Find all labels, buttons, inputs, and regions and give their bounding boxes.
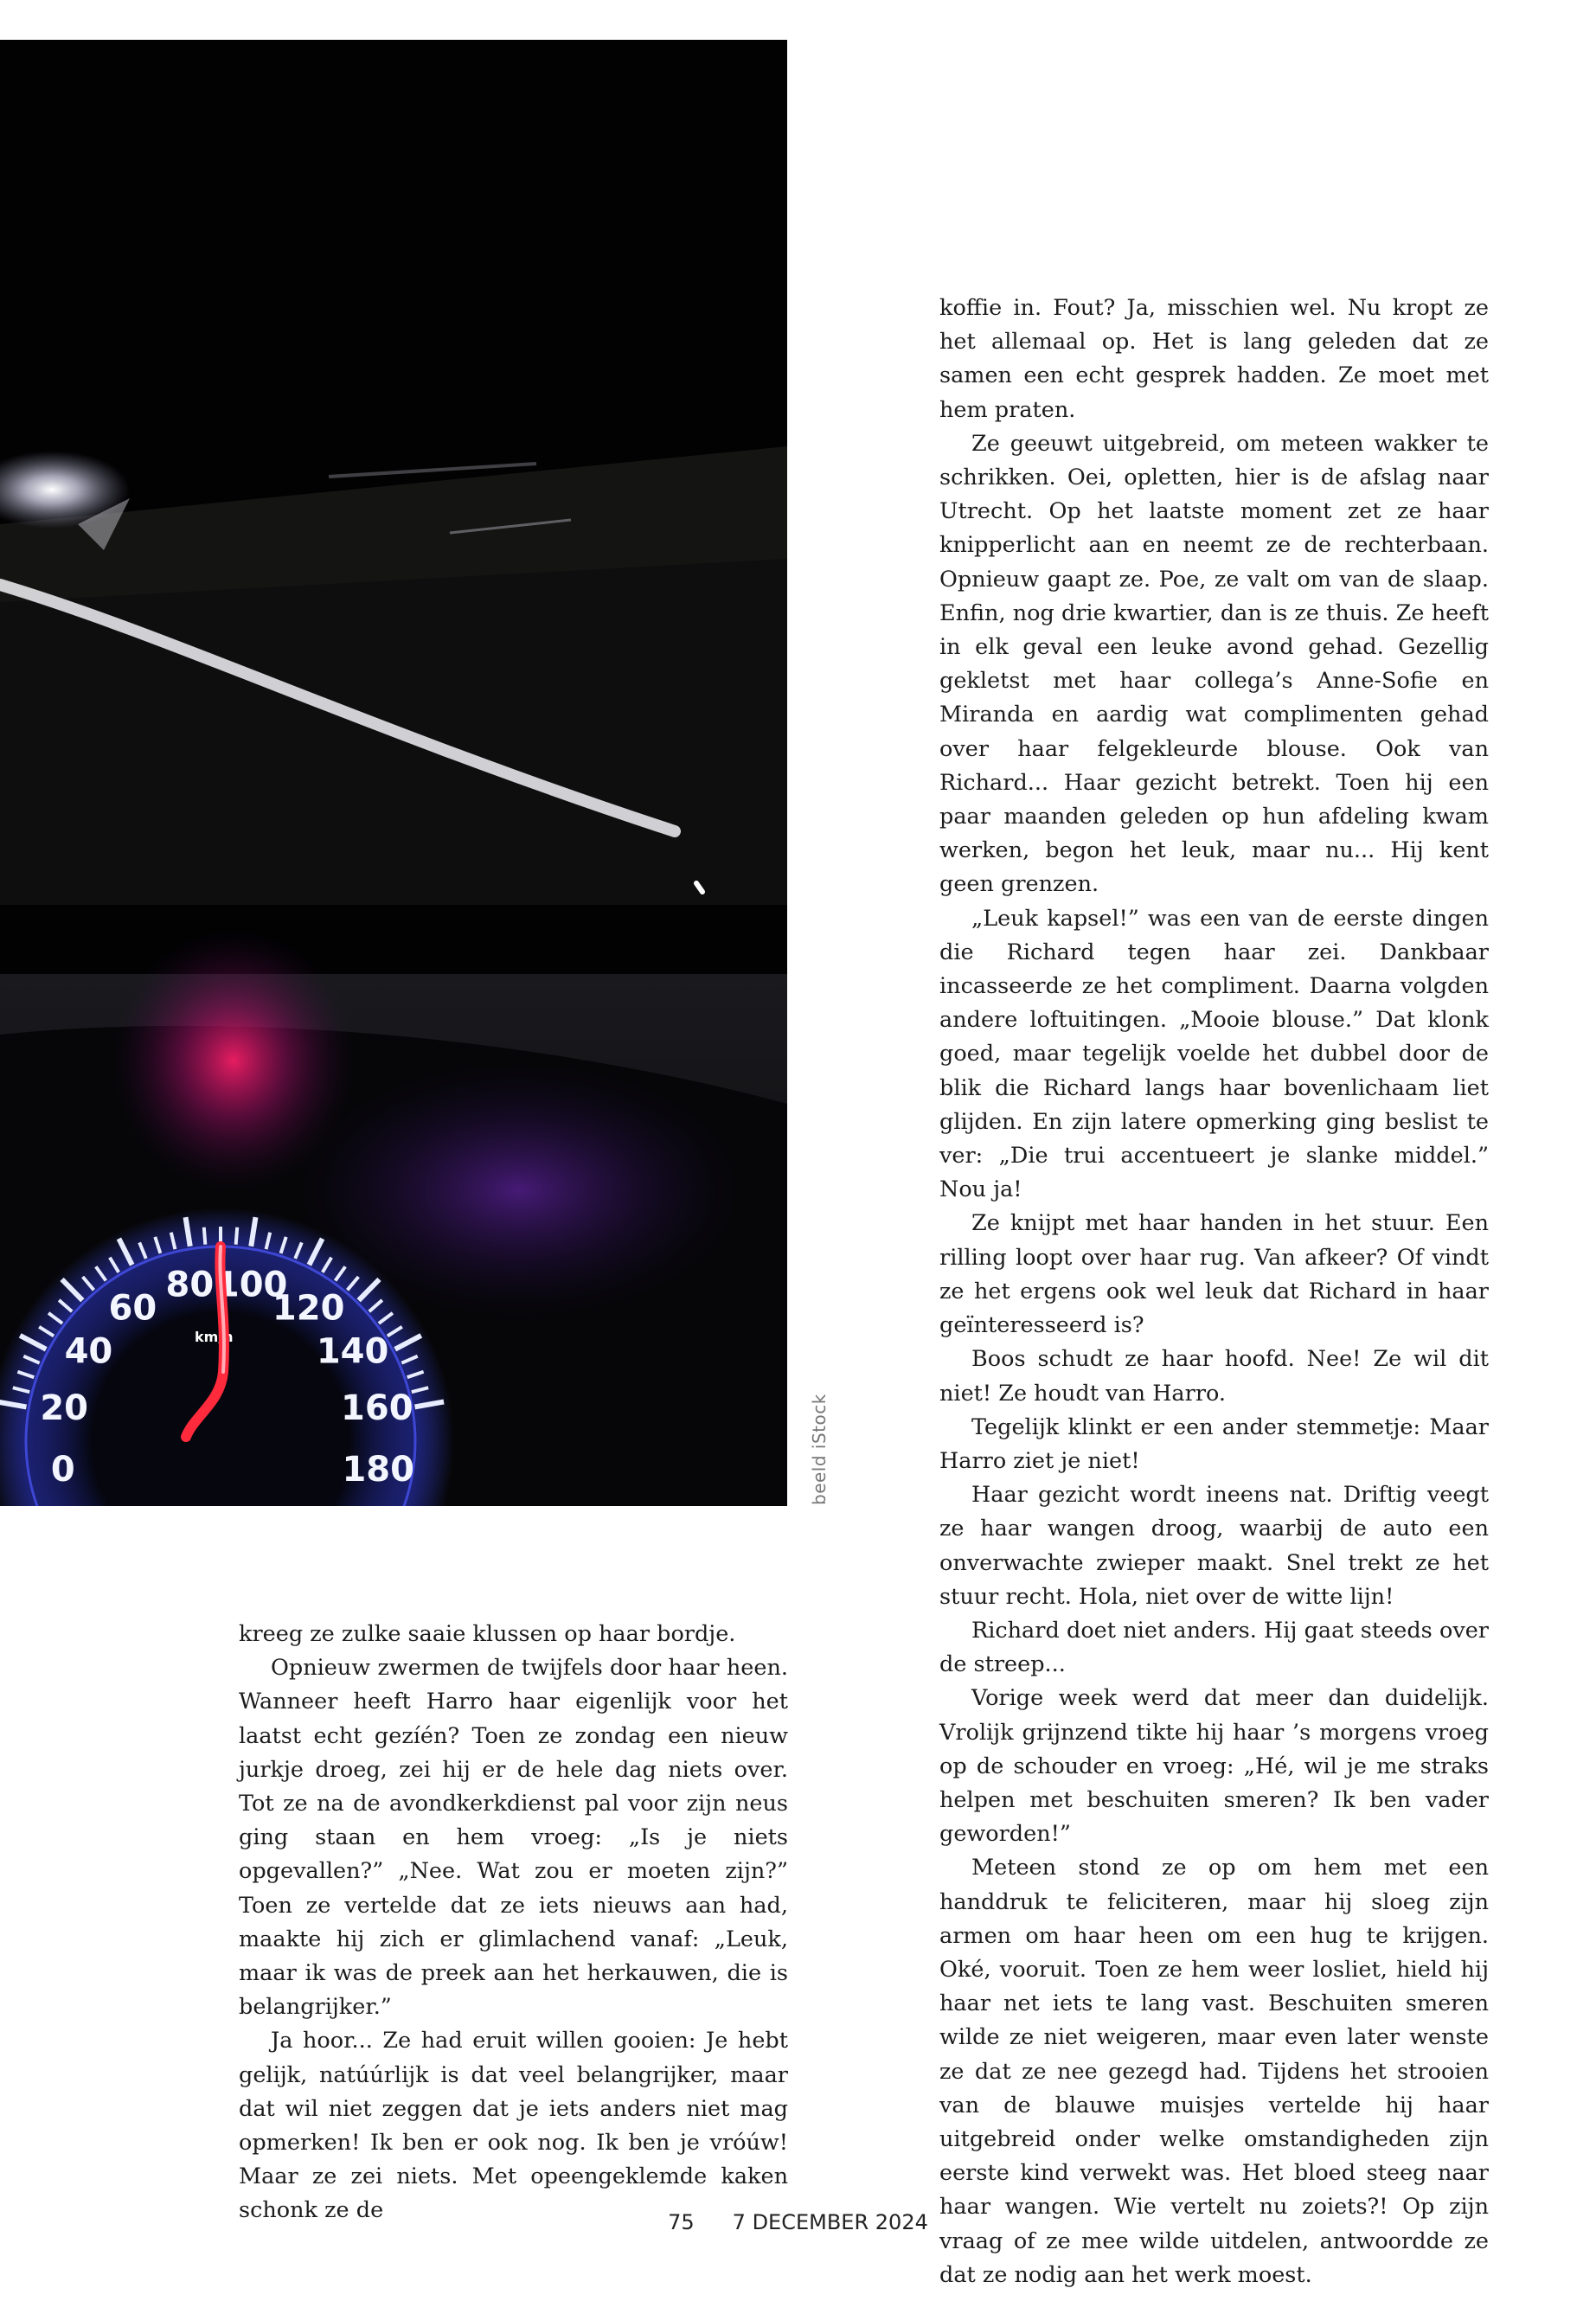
right-text-column xyxy=(939,292,1489,2292)
speedometer-label: 160 xyxy=(341,1388,413,1428)
speedometer-label: 0 xyxy=(50,1450,75,1490)
night-driving-photo xyxy=(0,40,787,1506)
speedometer-tick xyxy=(204,1227,206,1245)
speedometer-label: 180 xyxy=(342,1450,414,1490)
left-text-column xyxy=(239,1618,788,2228)
speedometer-unit: km/h xyxy=(195,1329,234,1345)
paragraph: Ja hoor... Ze had eruit willen gooien: Je hebt gelijk, natúúrlijk is dat veel belangrijker, maar dat wil niet zeggen dat je iets anders niet mag opmerken! Ik ben er ook nog. Ik ben je vróúw! Maar ze zei niets. Met opeengeklemde kaken schonk ze de xyxy=(239,2028,788,2224)
paragraph: Tegelijk klinkt er een ander stemmetje: Maar Harro ziet je niet! xyxy=(939,1413,1489,1474)
speedometer-tick xyxy=(236,1227,238,1245)
paragraph: Meteen stond ze op om hem met een handdruk te feliciteren, maar hij sloeg zijn armen om haar heen om een hug te krijgen. Oké, vooruit. Toen ze hem weer losliet, hield hij haar net iets te lang vast. Beschuiten smeren wilde ze niet weigeren, maar even later wenste ze dat ze nee gezegd had. Tijdens het strooien van de blauwe muisjes vertelde hij haar uitgebreid onder welke omstandigheden zijn eerste kind verwekt was. Het bloed steeg naar haar wangen. Wie vertelt nu zoiets?! Op zijn vraag of ze mee wilde uitdelen, antwoordde ze dat ze nodig aan het werk moest. xyxy=(939,1855,1489,2288)
night-road-illustration xyxy=(0,40,787,1506)
paragraph: kreeg ze zulke saaie klussen op haar bordje. xyxy=(239,1621,736,1647)
speedometer-label: 100 xyxy=(215,1265,288,1305)
speedometer-label: 20 xyxy=(40,1388,89,1428)
paragraph: koffie in. Fout? Ja, misschien wel. Nu kropt ze het allemaal op. Het is lang geleden dat ze samen een echt gesprek hadden. Ze moet met hem praten. xyxy=(939,295,1489,423)
speedometer-label: 60 xyxy=(108,1288,157,1329)
paragraph: Boos schudt ze haar hoofd. Nee! Ze wil dit niet! Ze houdt van Harro. xyxy=(939,1346,1489,1407)
page-number: 75 xyxy=(668,2210,695,2234)
page-footer xyxy=(0,2210,1596,2234)
speedometer-label: 80 xyxy=(165,1265,215,1305)
photo-credit: beeld iStock xyxy=(809,1394,830,1505)
paragraph: Ze knijpt met haar handen in het stuur. Een rilling loopt over haar rug. Van afkeer? Of vindt ze het ergens ook wel leuk dat Richard in haar geïnteresseerd is? xyxy=(939,1210,1489,1339)
paragraph: „Leuk kapsel!” was een van de eerste dingen die Richard tegen haar zei. Dankbaar incasseerde ze het compliment. Daarna volgden andere loftuitingen. „Mooie blouse.” Dat klonk goed, maar tegelijk voelde het dubbel door de blik die Richard langs haar bovenlichaam liet glijden. En zijn latere opmerking ging beslist te ver: „Die trui accentueert je slanke middel.” Nou ja! xyxy=(939,905,1489,1203)
paragraph: Ze geeuwt uitgebreid, om meteen wakker te schrikken. Oei, opletten, hier is de afslag naar Utrecht. Op het laatste moment zet ze haar knipperlicht aan en neemt ze de rechterbaan. Opnieuw gaapt ze. Poe, ze valt om van de slaap. Enfin, nog drie kwartier, dan is ze thuis. Ze heeft in elk geval een leuke avond gehad. Gezellig gekletst met haar collega’s Anne-Sofie en Miranda en aardig wat complimenten gehad over haar felgekleurde blouse. Ook van Richard... Haar gezicht betrekt. Toen hij een paar maanden geleden op hun afdeling kwam werken, begon het leuk, maar nu... Hij kent geen grenzen. xyxy=(939,430,1489,898)
paragraph: Opnieuw zwermen de twijfels door haar heen. Wanneer heeft Harro haar eigenlijk voor het laatst echt gezíén? Toen ze zondag een nieuw jurkje droeg, zei hij er de hele dag niets over. Tot ze na de avondkerkdienst pal voor zijn neus ging staan en hem vroeg: „Is je niets opgevallen?” „Nee. Wat zou er moeten zijn?” Toen ze vertelde dat ze iets nieuws aan had, maakte hij zich er glimlachend vanaf: „Leuk, maar ik was de preek aan het herkauwen, die is belangrijker.” xyxy=(239,1655,788,2021)
issue-date: 7 DECEMBER 2024 xyxy=(732,2210,928,2234)
paragraph: Vorige week werd dat meer dan duidelijk. Vrolijk grijnzend tikte hij haar ’s morgens vroeg op de schouder en vroeg: „Hé, wil je me straks helpen met beschuiten smeren? Ik ben vader geworden!” xyxy=(939,1685,1489,1848)
paragraph: Haar gezicht wordt ineens nat. Driftig veegt ze haar wangen droog, waarbij de auto een onverwachte zwieper maakt. Snel trekt ze het stuur recht. Hola, niet over de witte lijn! xyxy=(939,1482,1489,1610)
speedometer-label: 40 xyxy=(64,1331,113,1372)
speedometer-label: 120 xyxy=(272,1288,345,1329)
speedometer-label: 140 xyxy=(316,1331,389,1372)
paragraph: Richard doet niet anders. Hij gaat steeds over de streep... xyxy=(939,1617,1489,1678)
